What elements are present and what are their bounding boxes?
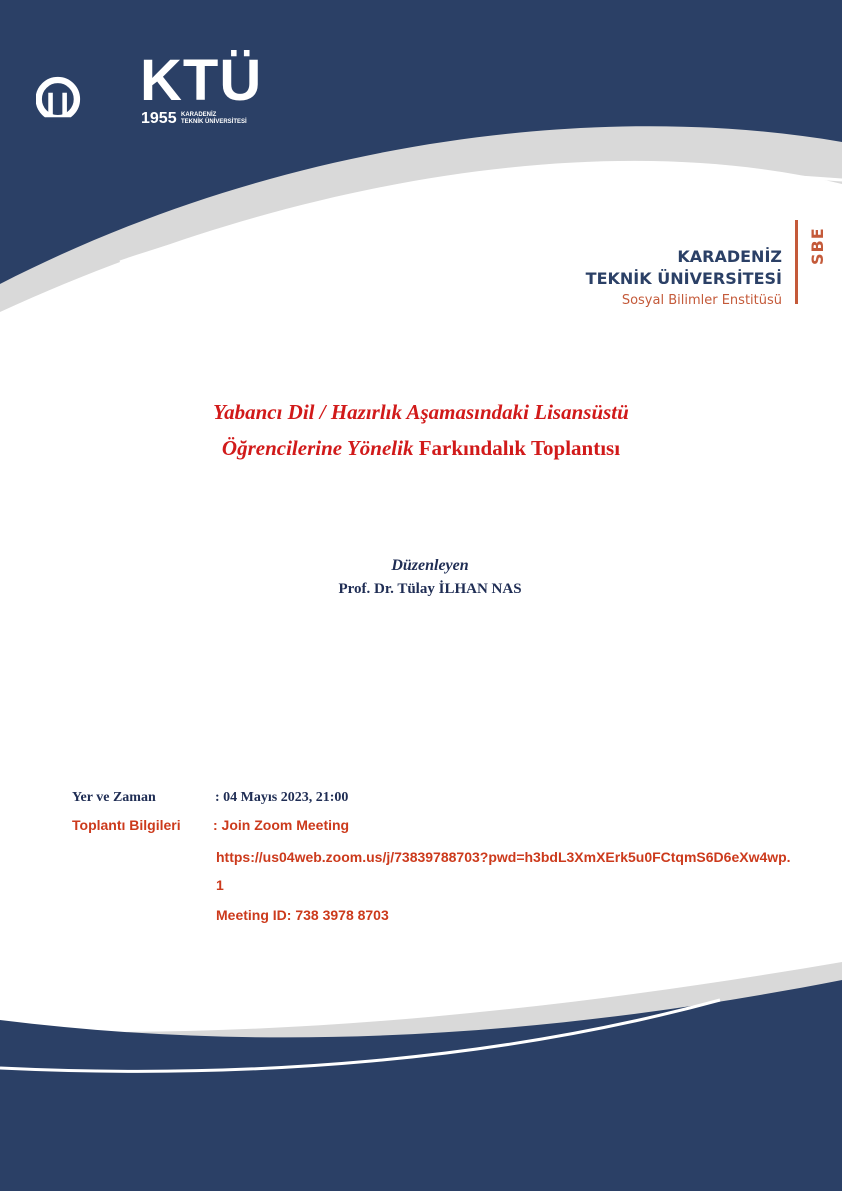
- title-line2: [0, 430, 842, 466]
- logo-subtitle: [181, 112, 247, 126]
- logo-subtitle-line1: KARADENİZ: [181, 112, 217, 118]
- institution-divider: [795, 220, 798, 304]
- institution-line2: TEKNİK ÜNİVERSİTESİ: [585, 269, 782, 288]
- institution-line3: Sosyal Bilimler Enstitüsü: [621, 293, 782, 308]
- title-line1: [0, 394, 842, 430]
- place-time-value: : 04 Mayıs 2023, 21:00: [215, 790, 349, 805]
- sbe-badge: SBE: [808, 227, 827, 265]
- institution-line1: KARADENİZ: [677, 247, 782, 266]
- bottom-navy-shape: [0, 980, 842, 1191]
- meeting-info-label: Toplantı Bilgileri: [72, 817, 181, 833]
- logo-subtitle-line2: TEKNİK ÜNİVERSİTESİ: [181, 119, 247, 125]
- ktu-logo-emblem: [36, 50, 136, 150]
- title-line2-italic: Öğrencilerine Yönelik: [221, 436, 414, 460]
- logo-wordmark: KTÜ: [140, 48, 263, 113]
- title-line2-regular: Farkındalık Toplantısı: [413, 436, 621, 460]
- meeting-info-value: : Join Zoom Meeting: [213, 817, 350, 833]
- institution-block: [462, 246, 782, 312]
- organizer-block: [0, 556, 842, 602]
- title-line1-text: Yabancı Dil / Hazırlık Aşamasındaki Lisansüstü: [213, 400, 629, 424]
- organizer-name: Prof. Dr. Tülay İLHAN NAS: [338, 581, 522, 597]
- organizer-label: Düzenleyen: [391, 557, 469, 574]
- event-title: [0, 394, 842, 466]
- place-time-label: Yer ve Zaman: [72, 790, 156, 805]
- logo-year: 1955: [141, 110, 177, 127]
- meeting-id: Meeting ID: 738 3978 8703: [216, 907, 389, 923]
- zoom-meeting-link[interactable]: https://us04web.zoom.us/j/73839788703?pwd=h3bdL3XmXErk5u0FCtqmS6D6eXw4wp.1: [216, 849, 791, 893]
